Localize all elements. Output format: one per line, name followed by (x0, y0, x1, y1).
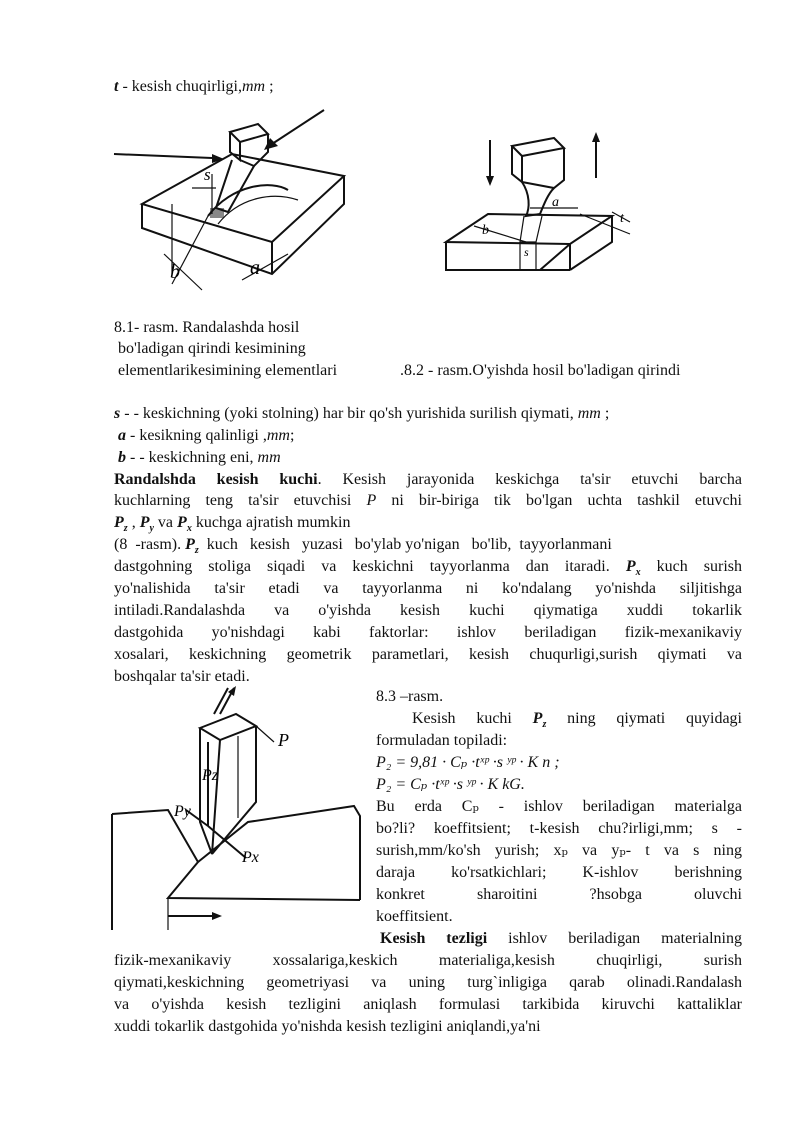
fig3-label-Pz: Pz (202, 767, 218, 784)
figure-8-2-caption: .8.2 - rasm.O'yishda hosil bo'ladigan qirindi (400, 362, 681, 379)
width-definition: b - - keskichning eni, mm (118, 449, 281, 466)
para1-line5: dastgohning stoliga siqadi va keskichni tayyorlanma dan itaradi. $P_x$ kuch surish (114, 558, 743, 579)
fig2-label-b: b (482, 223, 489, 238)
figure-8-1-caption: 8.1- rasm. Randalashda hosil (114, 319, 300, 336)
right-line5: Bu erda Cₚ - ishlov beriladigan materialga (376, 798, 742, 815)
fig3-label-Px: Px (242, 849, 259, 866)
fig1-label-s: s (204, 165, 211, 184)
figure-8-2-slotting-chip (430, 124, 650, 284)
fig1-label-b: b (170, 261, 180, 283)
right-line9: konkret sharoitini ?hsobga oluvchi (376, 886, 742, 903)
para1-line3: $P_z$ , $P_y$ va $P_x$ kuchga ajratish mumkin (114, 514, 351, 535)
right-line8: daraja ko'rsatkichlari; K-ishlov berishning (376, 864, 742, 881)
figure-8-3-caption: 8.3 –rasm. (376, 688, 444, 705)
right-line1: Kesish kuchi $P_z$ ning qiymati quyidagi (412, 710, 743, 731)
para1-line1: Randalshda kesish kuchi. Kesish jarayonida keskichga ta'sir etuvchi barcha (114, 471, 742, 488)
figure-8-3-force-components (108, 686, 364, 930)
formula-1: P₂ = 9,81 · Cₚ ·tˣᵖ ·s ʸᵖ · K n ; (376, 754, 560, 771)
para2-line3: qiymati,keskichning geometriyasi va uning turg`inligiga qarab olinadi.Randalash (114, 974, 742, 991)
fig2-label-s: s (524, 245, 529, 259)
fig2-label-t: t (620, 211, 624, 226)
fig3-label-P: P (278, 730, 289, 750)
formula-2: P₂ = Cₚ ·tˣᵖ ·s ʸᵖ · K kG. (376, 776, 525, 793)
para1-line9: xosalari, keskichning geometrik parametlari, kesish chuqurligi,surish qiymati va (114, 646, 742, 663)
figure-8-1-caption-2: bo'ladigan qirindi kesimining (118, 340, 306, 357)
section-heading-cutting-force: Randalshda kesish kuchi (114, 471, 318, 488)
feed-definition: s - - keskichning (yoki stolning) har bir qo'sh yurishida surilish qiymati, mm ; (114, 405, 610, 422)
fig2-label-a: a (552, 195, 559, 210)
right-line6: bo?li? koeffitsient; t-kesish chu?irligi,mm; s - (376, 820, 742, 837)
depth-definition: t - kesish chuqirligi,mm ; (114, 78, 274, 95)
para2-line5: xuddi tokarlik dastgohida yo'nishda kesish tezligini aniqlandi,ya'ni (114, 1018, 541, 1035)
right-line2: formuladan topiladi: (376, 732, 508, 749)
para2-line2: fizik-mexanikaviy xossalariga,keskich materialiga,kesish chuqirligi, surish (114, 952, 742, 969)
right-line7: surish,mm/ko'sh yurish; xₚ va yₚ- t va s ning (376, 842, 742, 859)
para1-line4: (8 -rasm). $P_z$ kuch kesish yuzasi bo'ylab yo'nigan bo'lib, tayyorlanmani (114, 536, 612, 557)
para1-line7: intiladi.Randalashda va o'yishda kesish kuchi qiymatiga xuddi tokarlik (114, 602, 742, 619)
para1-line6: yo'nalishida ta'sir etadi va tayyorlanma ni ko'ndalang yo'nishda siljitishga (114, 580, 742, 597)
para2-line1: Kesish tezligi ishlov beriladigan materialning (380, 930, 742, 947)
figure-8-1-planing-chip (112, 104, 352, 300)
para1-line8: dastgohida yo'nishdagi kabi faktorlar: ishlov beriladigan fizik-mexanikaviy (114, 624, 742, 641)
t-symbol: t (114, 78, 119, 95)
fig3-label-Py: Py (174, 803, 191, 820)
para1-line10: boshqalar ta'sir etadi. (114, 668, 250, 685)
figure-8-1-caption-3: elementlarikesimining elementlari .8.2 - rasm.O'yishda hosil bo'ladigan qirindi (118, 360, 746, 382)
thickness-definition: a - kesikning qalinligi ,mm; (118, 427, 295, 444)
fig1-label-a: a (250, 257, 260, 279)
right-line10: koeffitsient. (376, 908, 453, 925)
section-heading-cutting-speed: Kesish tezligi (380, 930, 488, 947)
para1-line2: kuchlarning teng ta'sir etuvchisi P ni bir-biriga tik bo'lgan uchta tashkil etuvchi (114, 492, 743, 509)
para2-line4: va o'yishda kesish tezligini aniqlash formulasi tarkibida kiruvchi kattaliklar (114, 996, 742, 1013)
